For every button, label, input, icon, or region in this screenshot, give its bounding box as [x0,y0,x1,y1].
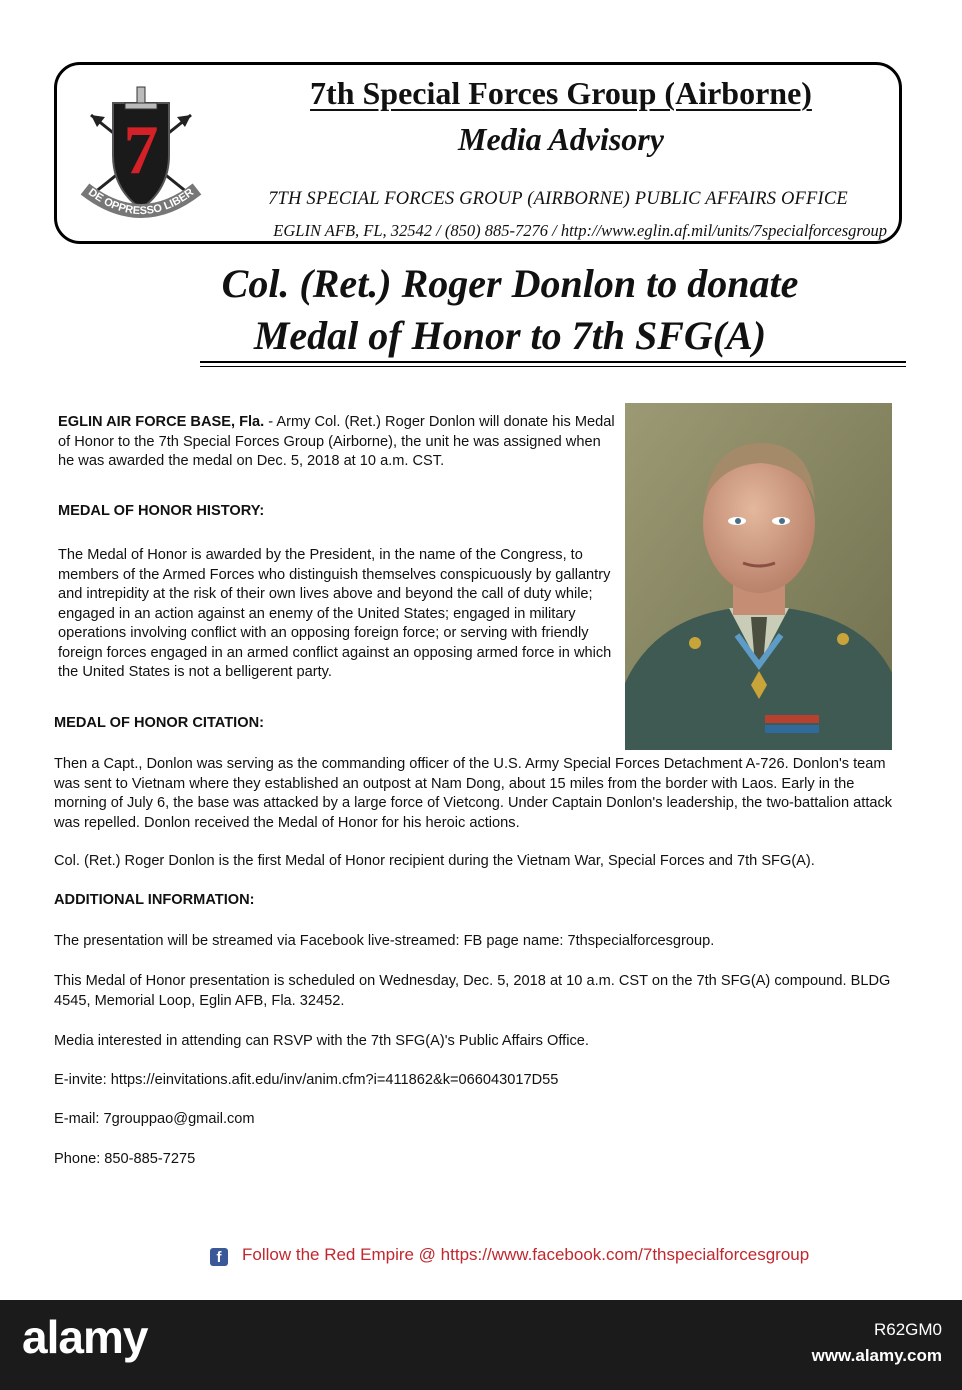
public-affairs-office: 7TH SPECIAL FORCES GROUP (AIRBORNE) PUBLIC AFFAIRS OFFICE [268,189,848,209]
headline-line-2: Medal of Honor to 7th SFG(A) [253,313,767,358]
portrait-illustration [625,403,892,750]
additional-heading: ADDITIONAL INFORMATION: [54,892,255,908]
einvite-link[interactable]: E-invite: https://einvitations.afit.edu/inv/anim.cfm?i=411862&k=066043017D55 [54,1072,559,1088]
headline-rule-thick [200,361,906,363]
alamy-url: www.alamy.com [811,1346,942,1365]
follow-text: Follow the Red Empire @ https://www.facebook.com/7thspecialforcesgroup [242,1245,810,1264]
dateline: EGLIN AIR FORCE BASE, Fla. [58,414,265,430]
alamy-logo: alamy [22,1311,148,1363]
stream-info: The presentation will be streamed via Facebook live-streamed: FB page name: 7thspecialforcesgroup. [54,933,715,949]
donlon-portrait-photo [625,403,892,750]
recipient-paragraph: Col. (Ret.) Roger Donlon is the first Medal of Honor recipient during the Vietnam War, Special Forces and 7th SFG(A). [54,853,815,869]
headline-rule-thin [200,366,906,367]
intro-text: - Army Col. (Ret.) Roger Donlon will donate his Medal of Honor to the 7th Special Forces Group (Airborne), the unit he was assigned when he was awarded the medal on Dec. 5, 2018 at 10 a.m. CST. [58,414,615,469]
history-heading: MEDAL OF HONOR HISTORY: [58,503,265,519]
headline-line-1: Col. (Ret.) Roger Donlon to donate [221,261,799,306]
image-id: R62GM0 [873,1320,942,1339]
citation-heading: MEDAL OF HONOR CITATION: [54,715,264,731]
emblem-motto: DE OPPRESSO LIBER [85,186,197,218]
media-advisory-title: Media Advisory [458,121,664,157]
schedule-info: This Medal of Honor presentation is scheduled on Wednesday, Dec. 5, 2018 at 10 a.m. CST on the 7th SFG(A) compound. BLDG 4545, Memorial Loop, Eglin AFB, Fla. 32452. [54,973,891,1009]
email-contact[interactable]: E-mail: 7grouppao@gmail.com [54,1111,255,1127]
header-box [54,62,902,244]
intro-paragraph [58,413,618,472]
svg-text:7: 7 [123,112,159,189]
rsvp-info: Media interested in attending can RSVP with the 7th SFG(A)'s Public Affairs Office. [54,1033,589,1049]
facebook-follow-link[interactable] [210,1245,809,1266]
phone-contact: Phone: 850-885-7275 [54,1151,196,1167]
special-forces-emblem-icon [79,85,203,225]
org-title: 7th Special Forces Group (Airborne) [310,75,812,111]
facebook-icon: f [210,1248,228,1266]
history-paragraph: The Medal of Honor is awarded by the President, in the name of the Congress, to members of the Armed Forces who distinguish themselves conspicuously by gallantry and intrepidity at the risk of their own lives above and beyond the call of duty while; engaged in an action against an enemy of the United States; engaged in military operations involving conflict with an opposing foreign force; or serving with friendly foreign forces engaged in an armed conflict against an opposing armed force in which the United States is not a belligerent party. [58,547,612,680]
contact-line: EGLIN AFB, FL, 32542 / (850) 885-7276 / http://www.eglin.af.mil/units/7specialforcesgroup [273,221,887,240]
citation-paragraph: Then a Capt., Donlon was serving as the commanding officer of the U.S. Army Special Forces Detachment A-726. Donlon's team was sent to Vietnam where they established an outpost at Nam Dong, about 15 miles from the border with Laos. Early in the morning of July 6, the base was attacked by a large force of Vietcong. Under Captain Donlon's leadership, the two-battalion attack was repelled. Donlon received the Medal of Honor for his heroic actions. [54,756,893,831]
